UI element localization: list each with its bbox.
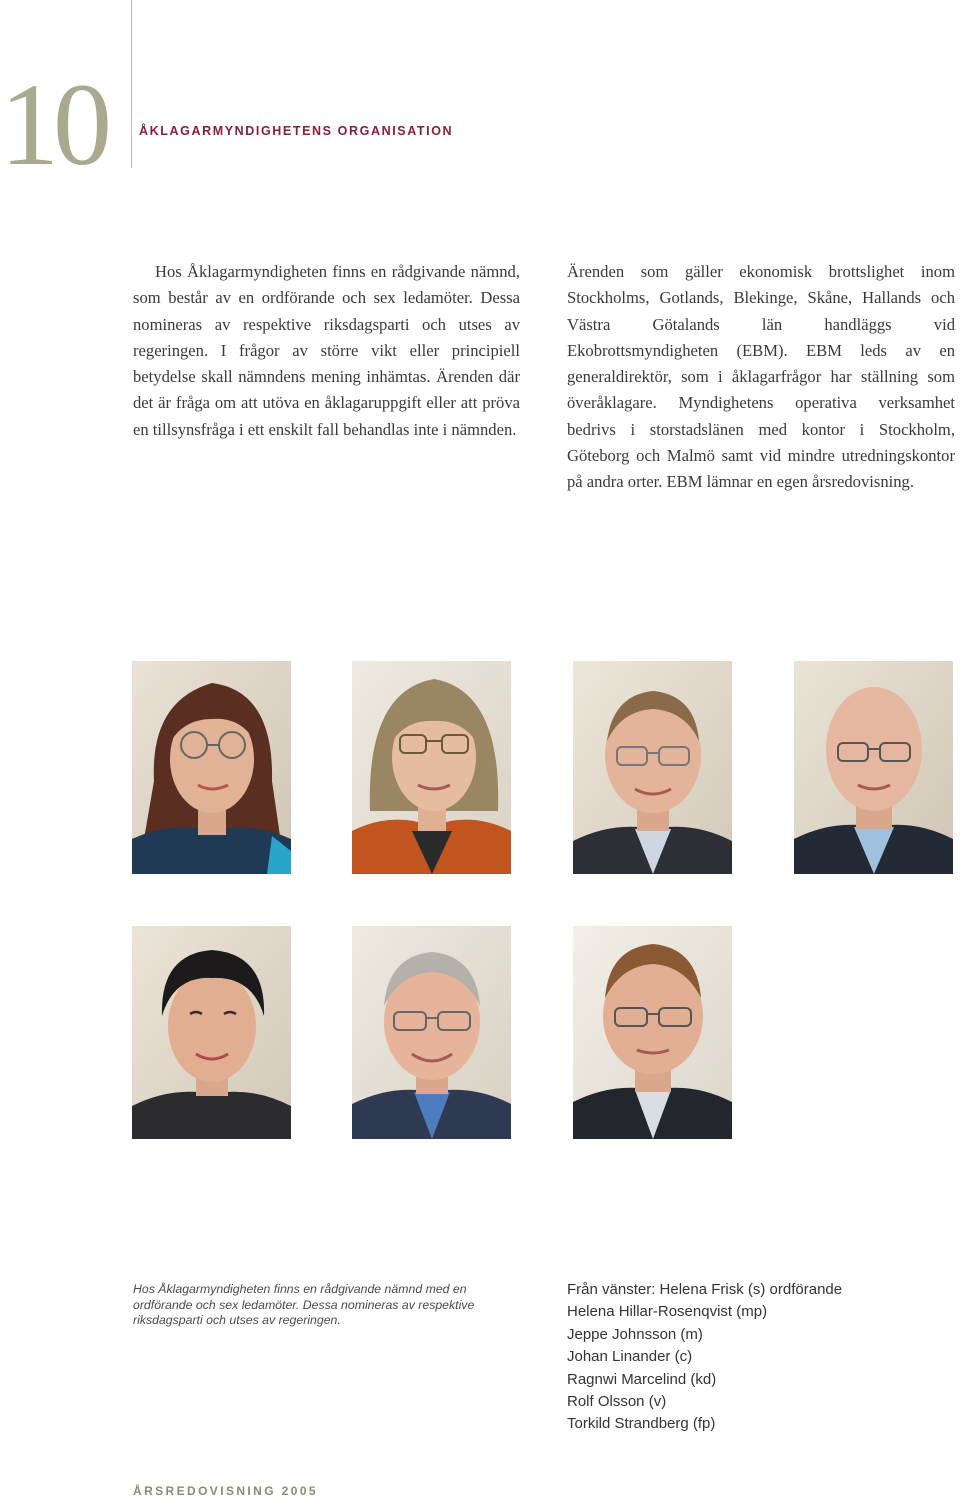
member-name: Från vänster: Helena Frisk (s) ordförande	[567, 1281, 843, 1298]
portrait-jeppe-johnsson	[573, 661, 732, 874]
portrait-helena-hillar-rosenqvist	[352, 661, 511, 874]
portrait-torkild-strandberg	[573, 926, 732, 1139]
intro-left-paragraph: Hos Åklagarmyndigheten finns en rådgivande nämnd, som består av en ordförande och sex ledamöter. Dessa nomineras av respektive riksdagsparti och utses av regeringen. I frågor av större vikt eller principiell betydelse skall nämndens mening inhämtas. Ärenden där det är fråga om att utöva en åklagaruppgift eller att pröva en tillsynsfråga i ett enskilt fall behandlas inte i nämnden.	[133, 262, 520, 439]
portrait-helena-frisk	[132, 661, 291, 874]
intro-right-paragraph: Ärenden som gäller ekonomisk brottslighet inom Stockholms, Gotlands, Blekinge, Skåne, Hallands och Västra Götalands län handläggs vid Ekobrottsmyndigheten (EBM). EBM leds av en generaldirektör, som i åklagarfrågor har ställning som överåklagare. Myndighetens operativa verksamhet bedrivs i storstadslänen med kontor i Stockholm, Göteborg och Malmö samt vid mindre utredningskontor på andra orter. EBM lämnar en egen årsredovisning.	[567, 262, 955, 492]
page-footer: ÅRSREDOVISNING 2005	[133, 1484, 318, 1498]
member-name: Helena Hillar-Rosenqvist (mp)	[567, 1303, 768, 1321]
member-name: Jeppe Johnsson (m)	[567, 1325, 703, 1343]
members-list	[567, 1279, 947, 1436]
photo-caption: Hos Åklagarmyndigheten finns en rådgivande nämnd med en ordförande och sex ledamöter. Dessa nomineras av respektive riksdagsparti och utses av regeringen.	[133, 1282, 475, 1327]
member-name: Rolf Olsson (v)	[567, 1393, 667, 1411]
portrait-rolf-olsson	[352, 926, 511, 1139]
portrait-ragnwi-marcelind	[132, 926, 291, 1139]
member-name: Ragnwi Marcelind (kd)	[567, 1370, 717, 1388]
section-title: ÅKLAGARMYNDIGHETENS ORGANISATION	[139, 124, 454, 138]
header-divider	[131, 0, 132, 168]
page-number: 10	[0, 59, 106, 190]
portrait-johan-linander	[794, 661, 953, 874]
member-name: Torkild Strandberg (fp)	[567, 1415, 716, 1433]
member-name: Johan Linander (c)	[567, 1348, 693, 1366]
